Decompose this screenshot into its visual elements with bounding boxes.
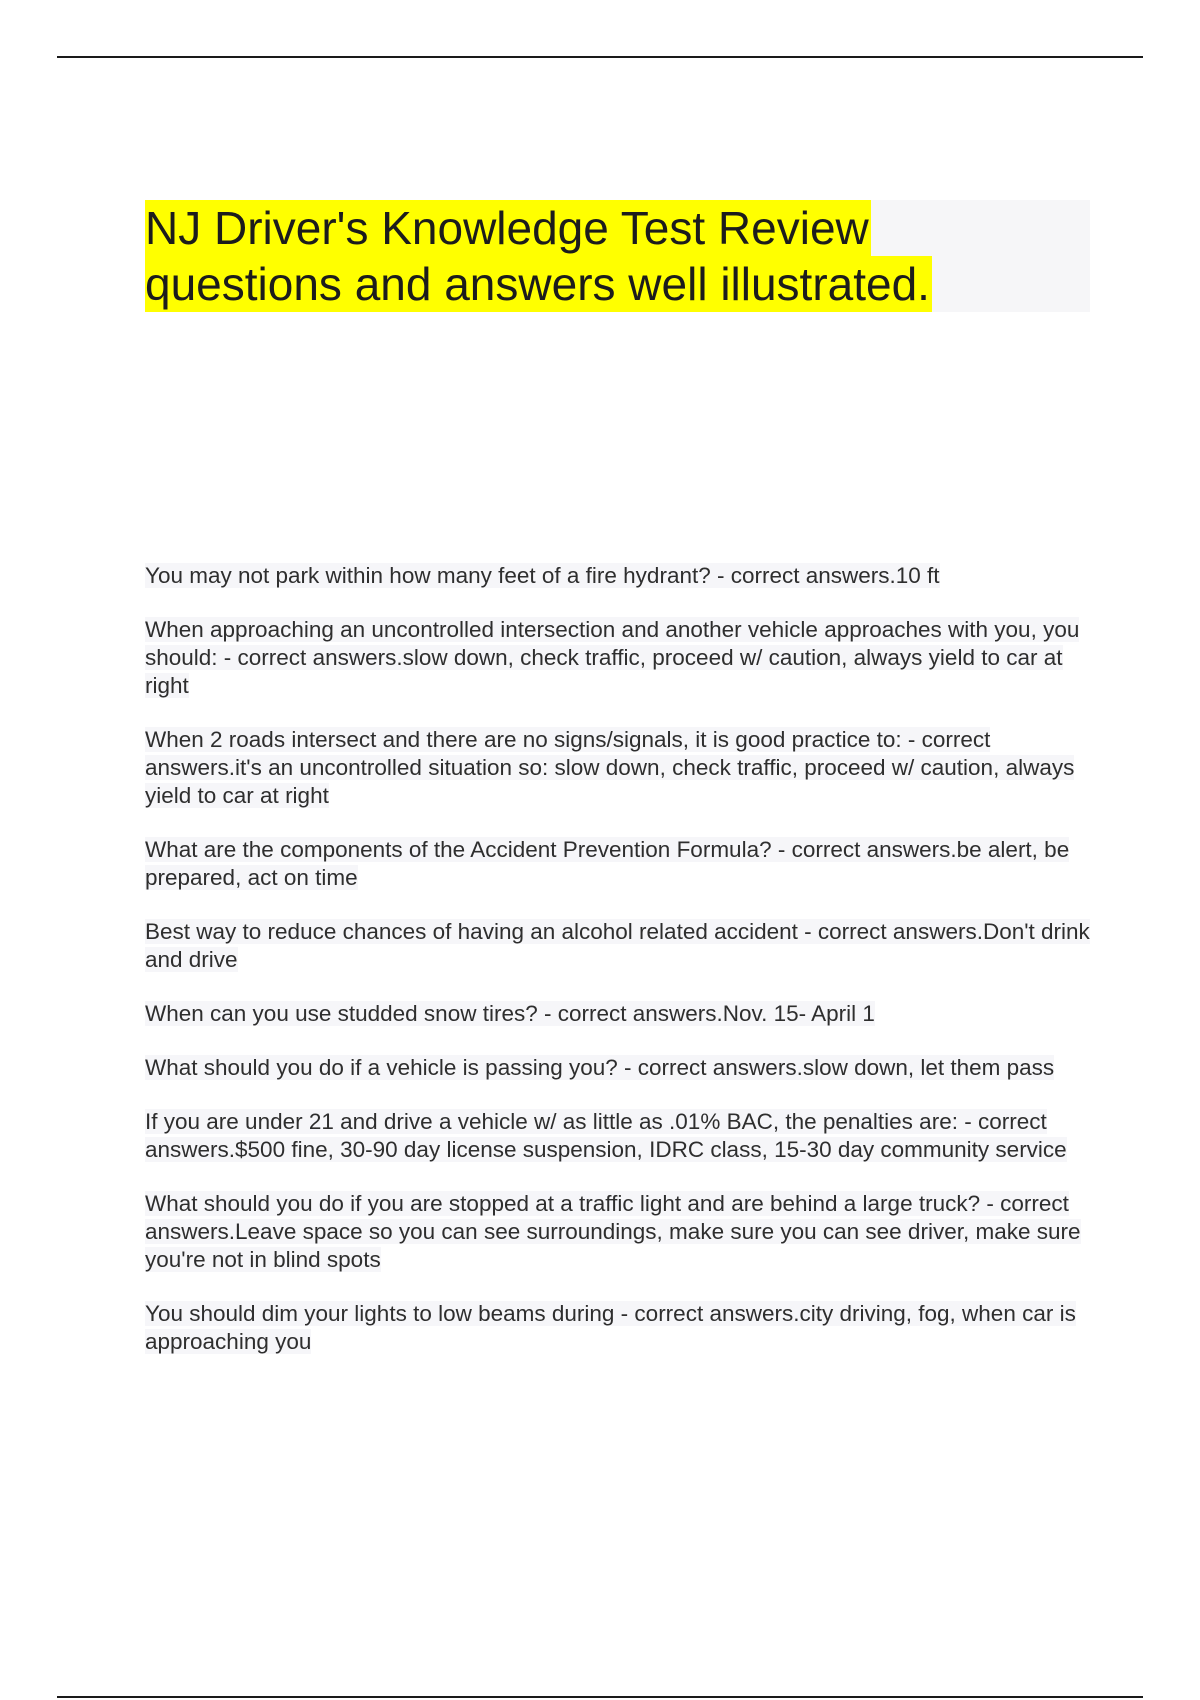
qa-text: Best way to reduce chances of having an alcohol related accident - correct answers.Don't drink and drive — [145, 919, 1090, 972]
qa-item — [145, 1054, 1090, 1082]
qa-text: You may not park within how many feet of a fire hydrant? - correct answers.10 ft — [145, 563, 940, 588]
title-line-2: questions and answers well illustrated. — [145, 258, 930, 310]
qa-text: What should you do if a vehicle is passing you? - correct answers.slow down, let them pass — [145, 1055, 1055, 1080]
qa-item — [145, 616, 1090, 700]
qa-text: If you are under 21 and drive a vehicle w/ as little as .01% BAC, the penalties are: - correct answers.$500 fine, 30-90 day license suspension, IDRC class, 15-30 day community service — [145, 1109, 1067, 1162]
qa-item — [145, 1190, 1090, 1274]
title-line-1: NJ Driver's Knowledge Test Review — [145, 202, 869, 254]
qa-item — [145, 726, 1090, 810]
top-divider — [57, 56, 1143, 58]
qa-item — [145, 836, 1090, 892]
qa-text: What should you do if you are stopped at a traffic light and are behind a large truck? - correct answers.Leave space so you can see surroundings, make sure you can see driver, make sure you're not in blind spots — [145, 1191, 1081, 1272]
qa-item — [145, 562, 1090, 590]
qa-item — [145, 1108, 1090, 1164]
qa-text: When can you use studded snow tires? - correct answers.Nov. 15- April 1 — [145, 1001, 875, 1026]
qa-text: When 2 roads intersect and there are no signs/signals, it is good practice to: - correct answers.it's an uncontrolled situation so: slow down, check traffic, proceed w/ caution, always yield to car at right — [145, 727, 1075, 808]
qa-list — [145, 562, 1090, 1382]
qa-text: What are the components of the Accident Prevention Formula? - correct answers.be alert, be prepared, act on time — [145, 837, 1070, 890]
qa-item — [145, 1000, 1090, 1028]
qa-text: When approaching an uncontrolled intersection and another vehicle approaches with you, you should: - correct answers.slow down, check traffic, proceed w/ caution, always yield to car at right — [145, 617, 1080, 698]
qa-item — [145, 1300, 1090, 1356]
qa-text: You should dim your lights to low beams during - correct answers.city driving, fog, when car is approaching you — [145, 1301, 1076, 1354]
qa-item — [145, 918, 1090, 974]
document-title — [145, 200, 1090, 312]
bottom-divider — [57, 1696, 1143, 1698]
